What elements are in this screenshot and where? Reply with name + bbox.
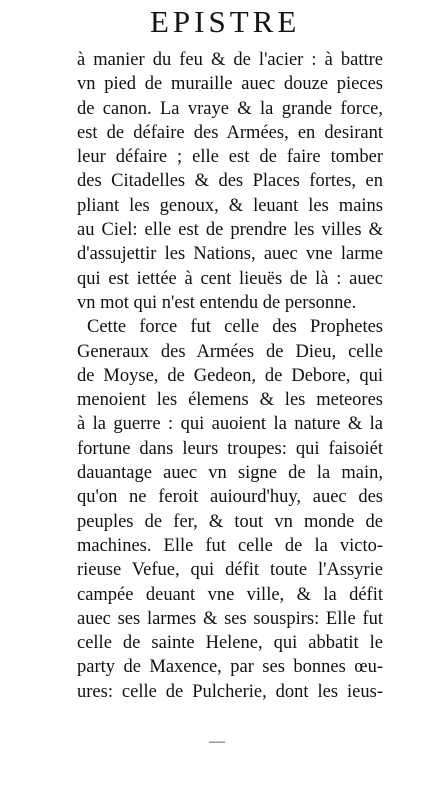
text-line: qui est iettée à cent lieuës de là : auec (77, 268, 383, 289)
text-line: qu'on ne feroit auiourd'huy, auec des (77, 487, 383, 508)
text-line: machines. Elle fut celle de la victo- (77, 535, 383, 556)
text-line: au Ciel: elle est de prendre les villes & (77, 220, 383, 241)
text-line: celle de sainte Helene, qui abbatit le (77, 633, 383, 654)
text-line: de Moyse, de Gedeon, de Debore, qui (77, 365, 383, 386)
text-line: leur défaire ; elle est de faire tomber (77, 147, 383, 168)
text-line: fortune dans leurs troupes: qui faisoiét (77, 438, 383, 459)
text-line: dauantage auec vn signe de la main, (77, 463, 383, 484)
text-line: pliant les genoux, & leuant les mains (77, 195, 383, 216)
text-line: auec ses larmes & ses souspirs: Elle fut (77, 608, 383, 629)
text-line: de canon. La vraye & la grande force, (77, 98, 383, 119)
text-line: rieuse Vefue, qui défit toute l'Assyrie (77, 560, 383, 581)
text-line: vn mot qui n'est entendu de personne. (77, 292, 357, 313)
body-text (77, 48, 383, 704)
text-line: Generaux des Armées de Dieu, celle (77, 341, 383, 362)
text-line: campée deuant vne ville, & la défit (77, 584, 383, 605)
page-end-mark: — (209, 733, 225, 750)
text-line: menoient les élemens & les meteores (77, 390, 383, 411)
text-line: peuples de fer, & tout vn monde de (77, 511, 383, 532)
text-line: party de Maxence, par ses bonnes œu- (77, 657, 383, 678)
text-line: à la guerre : qui auoient la nature & la (77, 414, 383, 435)
text-line: à manier du feu & de l'acier : à battre (77, 50, 383, 70)
running-head: EPISTRE (150, 4, 301, 39)
text-line: ures: celle de Pulcherie, dont les ieus- (77, 681, 383, 702)
text-line: Cette force fut celle des Prophetes (87, 317, 383, 338)
text-line: est de défaire des Armées, en desirant (77, 122, 383, 143)
text-line: d'assujettir les Nations, auec vne larme (77, 244, 383, 265)
text-line: vn pied de muraille auec douze pieces (77, 74, 383, 95)
text-line: des Citadelles & des Places fortes, en (77, 171, 383, 192)
